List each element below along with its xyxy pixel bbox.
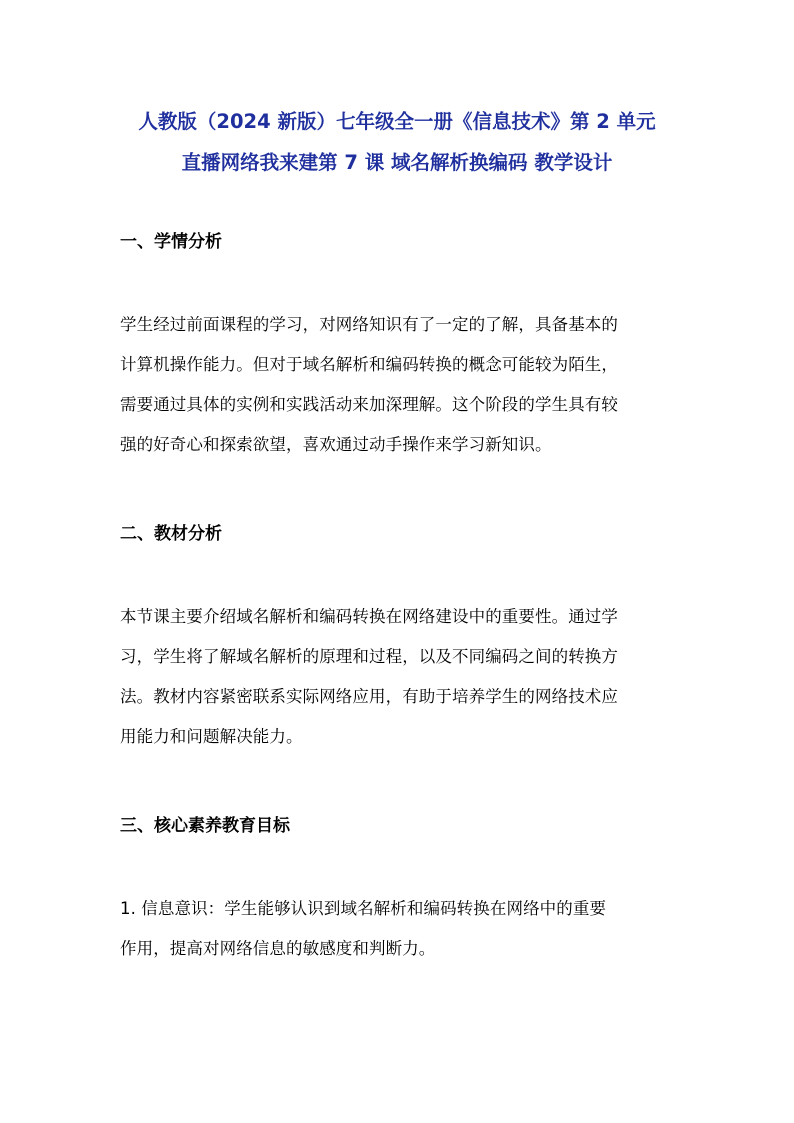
paragraph-line: 学生经过前面课程的学习，对网络知识有了一定的了解，具备基本的: [120, 315, 618, 334]
paragraph-line: 习，学生将了解域名解析的原理和过程，以及不同编码之间的转换方: [120, 647, 618, 666]
paragraph-line: 法。教材内容紧密联系实际网络应用，有助于培养学生的网络技术应: [120, 687, 618, 706]
section-paragraph-core-literacy-goals: [120, 889, 680, 969]
section-paragraph-learner-analysis: [120, 305, 680, 465]
section-paragraph-textbook-analysis: [120, 597, 680, 757]
title-line-2: 直播网络我来建第 7 课 域名解析换编码 教学设计: [181, 151, 613, 174]
paragraph-line: 作用，提高对网络信息的敏感度和判断力。: [120, 939, 436, 958]
section-heading-core-literacy-goals: 三、核心素养教育目标: [120, 816, 290, 836]
paragraph-line: 本节课主要介绍域名解析和编码转换在网络建设中的重要性。通过学: [120, 607, 618, 626]
paragraph-line: 1. 信息意识：学生能够认识到域名解析和编码转换在网络中的重要: [120, 899, 607, 918]
paragraph-line: 需要通过具体的实例和实践活动来加深理解。这个阶段的学生具有较: [120, 395, 618, 414]
paragraph-line: 强的好奇心和探索欲望，喜欢通过动手操作来学习新知识。: [120, 435, 552, 454]
document-title: [90, 101, 704, 183]
title-line-1: 人教版（2024 新版）七年级全一册《信息技术》第 2 单元: [138, 110, 656, 133]
section-heading-learner-analysis: 一、学情分析: [120, 232, 222, 252]
paragraph-line: 计算机操作能力。但对于域名解析和编码转换的概念可能较为陌生，: [120, 355, 618, 374]
section-heading-textbook-analysis: 二、教材分析: [120, 524, 222, 544]
paragraph-line: 用能力和问题解决能力。: [120, 727, 303, 746]
